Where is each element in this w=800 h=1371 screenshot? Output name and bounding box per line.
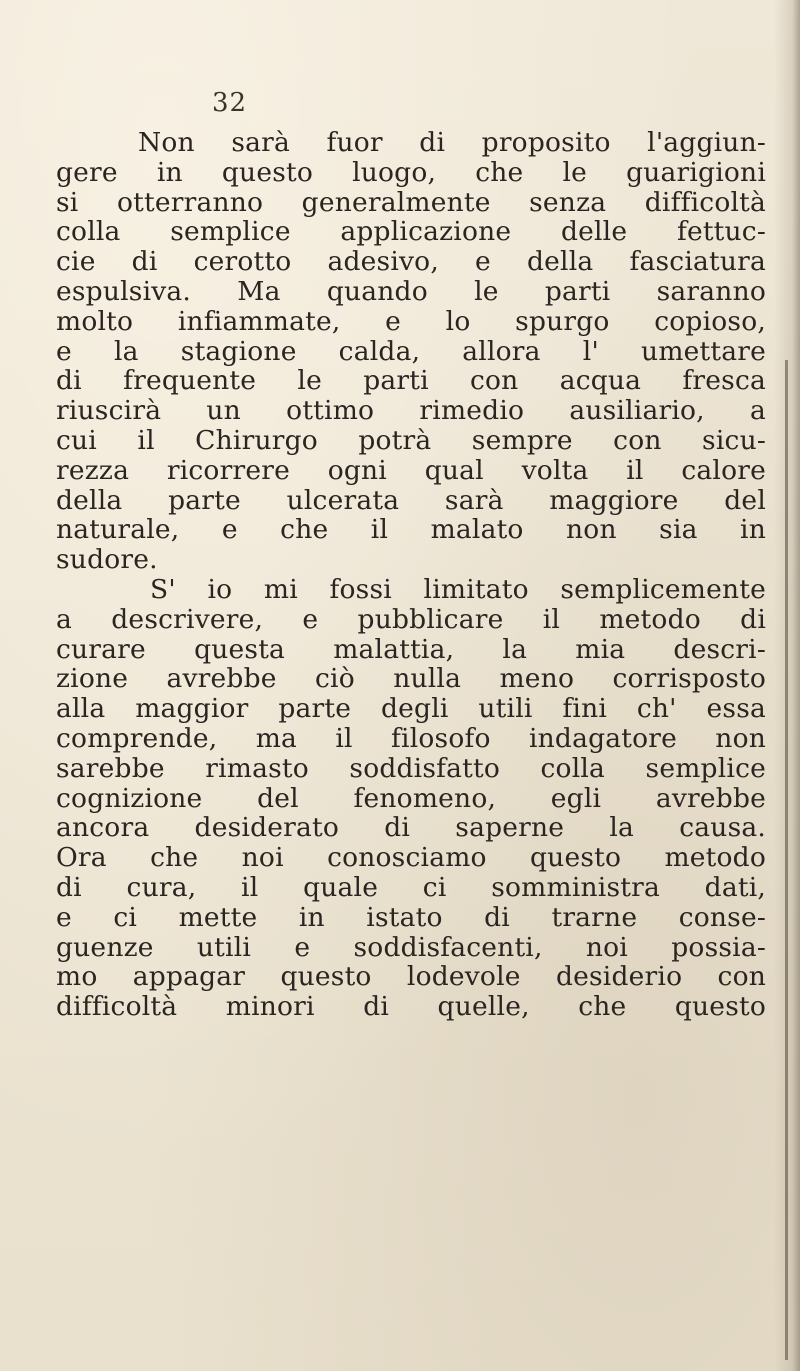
text-line: e la stagione calda, allora l' umettare <box>56 335 766 367</box>
text-line: della parte ulcerata sarà maggiore del <box>56 484 766 516</box>
text-line: comprende, ma il filosofo indagatore non <box>56 722 766 754</box>
text-line: cognizione del fenomeno, egli avrebbe <box>56 782 766 814</box>
text-line: di frequente le parti con acqua fresca <box>56 365 766 397</box>
page-edge-line <box>785 360 788 1360</box>
text-line: cie di cerotto adesivo, e della fasciatura <box>56 246 766 278</box>
text-line: sarebbe rimasto soddisfatto colla semplice <box>56 752 766 784</box>
text-line: molto infiammate, e lo spurgo copioso, <box>56 305 766 337</box>
text-line: difficoltà minori di quelle, che questo <box>56 991 766 1023</box>
text-line: si otterranno generalmente senza difficoltà <box>56 186 766 218</box>
text-line: di cura, il quale ci somministra dati, <box>56 871 766 903</box>
body-text <box>56 128 766 1022</box>
text-line: sudore. <box>56 544 158 576</box>
text-line: gere in questo luogo, che le guarigioni <box>56 156 766 188</box>
text-line: Ora che noi conosciamo questo metodo <box>56 842 766 874</box>
text-line: espulsiva. Ma quando le parti saranno <box>56 275 766 307</box>
text-line: S' io mi fossi limitato semplicemente <box>150 573 766 605</box>
text-line: colla semplice applicazione delle fettuc- <box>56 216 766 248</box>
text-line: zione avrebbe ciò nulla meno corrisposto <box>56 663 766 695</box>
text-line: guenze utili e soddisfacenti, noi possia- <box>56 931 766 963</box>
text-line: e ci mette in istato di trarne conse- <box>56 901 766 933</box>
text-line: mo appagar questo lodevole desiderio con <box>56 961 766 993</box>
text-line: alla maggior parte degli utili fini ch' essa <box>56 693 766 725</box>
text-line: rezza ricorrere ogni qual volta il calore <box>56 454 766 486</box>
text-line: cui il Chirurgo potrà sempre con sicu- <box>56 424 766 456</box>
text-line: Non sarà fuor di proposito l'aggiun- <box>138 127 766 158</box>
text-line: curare questa malattia, la mia descri- <box>56 633 766 665</box>
page-number: 32 <box>212 88 248 118</box>
text-line: a descrivere, e pubblicare il metodo di <box>56 603 766 635</box>
text-line: riuscirà un ottimo rimedio ausiliario, a <box>56 395 766 427</box>
text-line: ancora desiderato di saperne la causa. <box>56 812 766 844</box>
text-line: naturale, e che il malato non sia in <box>56 514 766 546</box>
